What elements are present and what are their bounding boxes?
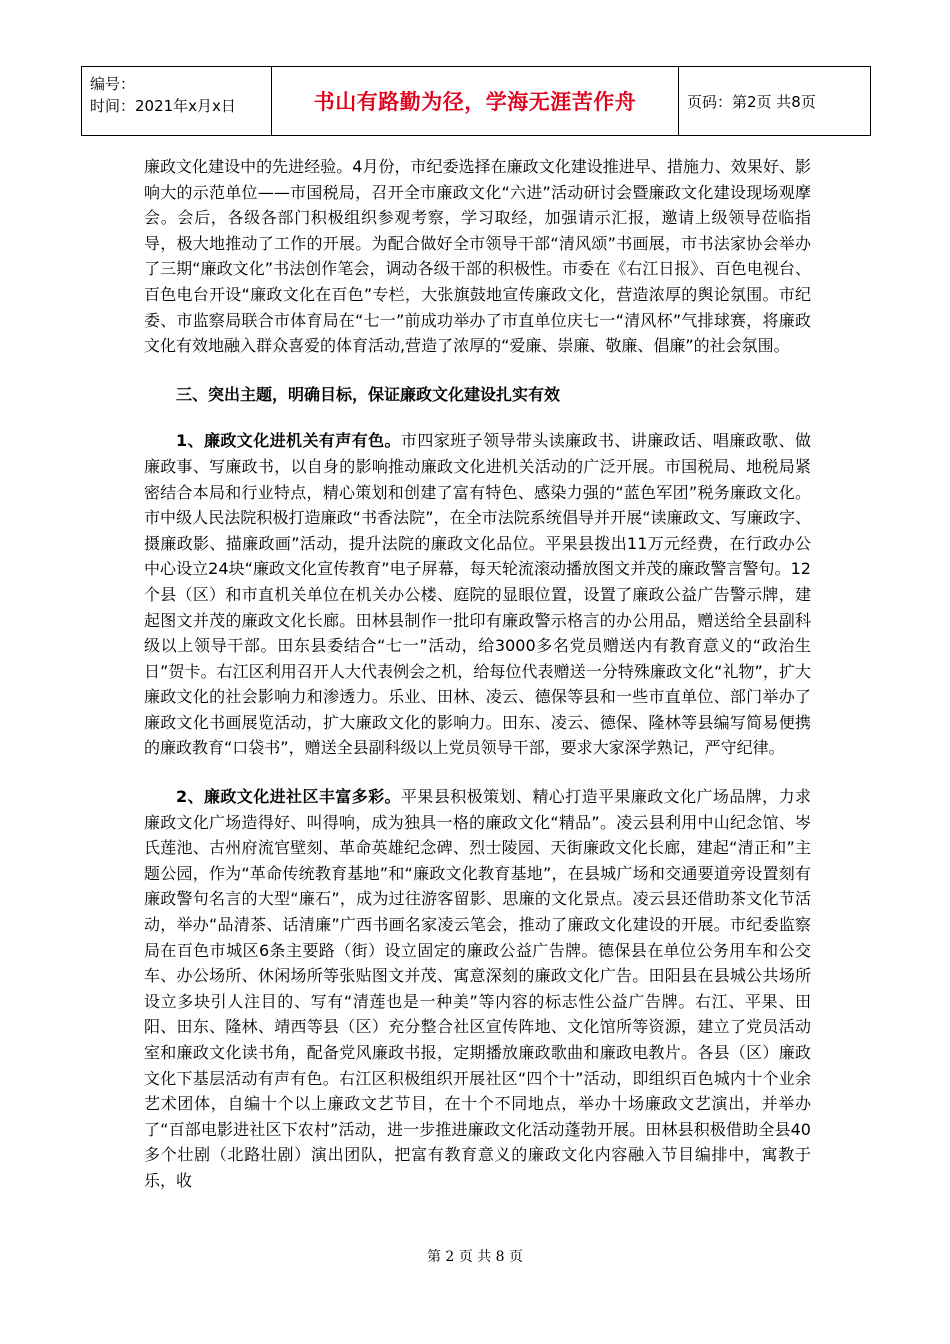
paragraph-continued: 廉政文化建设中的先进经验。4月份，市纪委选择在廉政文化建设推进早、措施力、效果好、影响大的示范单位——市国税局，召开全市廉政文化“六进”活动研讨会暨廉政文化建设现场观摩会。会后，各级各部门积极组织参观考察，学习取经，加强请示汇报，邀请上级领导莅临指导，极大地推动了工作的开展。为配合做好全市领导干部“清风颂”书画展，市书法家协会举办了三期“廉政文化”书法创作笔会，调动各级干部的积极性。市委在《右江日报》、百色电视台、百色电台开设“廉政文化在百色”专栏，大张旗鼓地宣传廉政文化，营造浓厚的舆论氛围。市纪委、市监察局联合市体育局在“七一”前成功举办了市直单位庆七一“清风杯”气排球赛，将廉政文化有效地融入群众喜爱的体育活动,营造了浓厚的“爱廉、崇廉、敬廉、倡廉”的社会氛围。 xyxy=(144,157,811,356)
section-heading: 三、突出主题，明确目标，保证廉政文化建设扎实有效 xyxy=(176,384,561,404)
header-page-number: 页码：第2页 共8页 xyxy=(687,92,816,111)
document-body xyxy=(144,154,811,1194)
header-motto: 书山有路勤为径，学海无涯苦作舟 xyxy=(272,67,679,135)
item-1-lead: 1、廉政文化进机关有声有色。 xyxy=(176,431,401,451)
page-footer: 第 2 页 共 8 页 xyxy=(426,1249,524,1265)
paragraph-item-2 xyxy=(144,784,811,1194)
document-date-label: 时间：2021年x月x日 xyxy=(90,97,236,115)
page-header xyxy=(81,66,871,136)
item-2-lead: 2、廉政文化进社区丰富多彩。 xyxy=(176,787,401,807)
header-meta xyxy=(82,67,272,135)
document-number-label: 编号： xyxy=(90,75,136,93)
item-2-text: 平果县积极策划、精心打造平果廉政文化广场品牌，力求廉政文化广场造得好、叫得响，成为独具一格的廉政文化“精品”。凌云县利用中山纪念馆、岑氏莲池、古州府流官壁刻、革命英雄纪念碑、烈士陵园、天街廉政文化长廊，建起“清正和”主题公园，作为“革命传统教育基地”和“廉政文化教育基地”，在县城广场和交通要道旁设置刻有廉政警句名言的大型“廉石”，成为过往游客留影、思廉的文化景点。凌云县还借助茶文化节活动，举办“品清茶、话清廉”广西书画名家凌云笔会，推动了廉政文化建设的开展。市纪委监察局在百色市城区6条主要路（街）设立固定的廉政公益广告牌。德保县在单位公务用车和公交车、办公场所、休闲场所等张贴图文并茂、寓意深刻的廉政文化广告。田阳县在县城公共场所设立多块引人注目的、写有“清莲也是一种美”等内容的标志性公益广告牌。右江、平果、田阳、田东、隆林、靖西等县（区）充分整合社区宣传阵地、文化馆所等资源，建立了党员活动室和廉政文化读书角，配备党风廉政书报，定期播放廉政歌曲和廉政电教片。各县（区）廉政文化下基层活动有声有色。右江区积极组织开展社区“四个十”活动，即组织百色城内十个业余艺术团体，自编十个以上廉政文艺节目，在十个不同地点，举办十场廉政文艺演出，并举办了“百部电影进社区下农村”活动，进一步推进廉政文化活动蓬勃开展。田林县积极借助全县40多个壮剧（北路壮剧）演出团队，把富有教育意义的廉政文化内容融入节目编排中，寓教于乐，收 xyxy=(144,787,811,1190)
item-1-text: 市四家班子领导带头读廉政书、讲廉政话、唱廉政歌、做廉政事、写廉政书，以自身的影响推动廉政文化进机关活动的广泛开展。市国税局、地税局紧密结合本局和行业特点，精心策划和创建了富有特色、感染力强的“蓝色军团”税务廉政文化。市中级人民法院积极打造廉政“书香法院”，在全市法院系统倡导并开展“读廉政文、写廉政字、摄廉政影、描廉政画”活动，提升法院的廉政文化品位。平果县拨出11万元经费，在行政办公中心设立24块“廉政文化宣传教育”电子屏幕，每天轮流滚动播放图文并茂的廉政警言警句。12个县（区）和市直机关单位在机关办公楼、庭院的显眼位置，设置了廉政公益广告警示牌，建起图文并茂的廉政文化长廊。田林县制作一批印有廉政警示格言的办公用品，赠送给全县副科级以上领导干部。田东县委结合“七一”活动，给3000多名党员赠送内有教育意义的“政治生日”贺卡。右江区利用召开人大代表例会之机，给每位代表赠送一分特殊廉政文化“礼物”，扩大廉政文化的社会影响力和渗透力。乐业、田林、凌云、德保等县和一些市直单位、部门举办了廉政文化书画展览活动，扩大廉政文化的影响力。田东、凌云、德保、隆林等县编写简易便携的廉政教育“口袋书”，赠送全县副科级以上党员领导干部，要求大家深学熟记，严守纪律。 xyxy=(144,431,811,758)
paragraph-item-1 xyxy=(144,428,811,761)
